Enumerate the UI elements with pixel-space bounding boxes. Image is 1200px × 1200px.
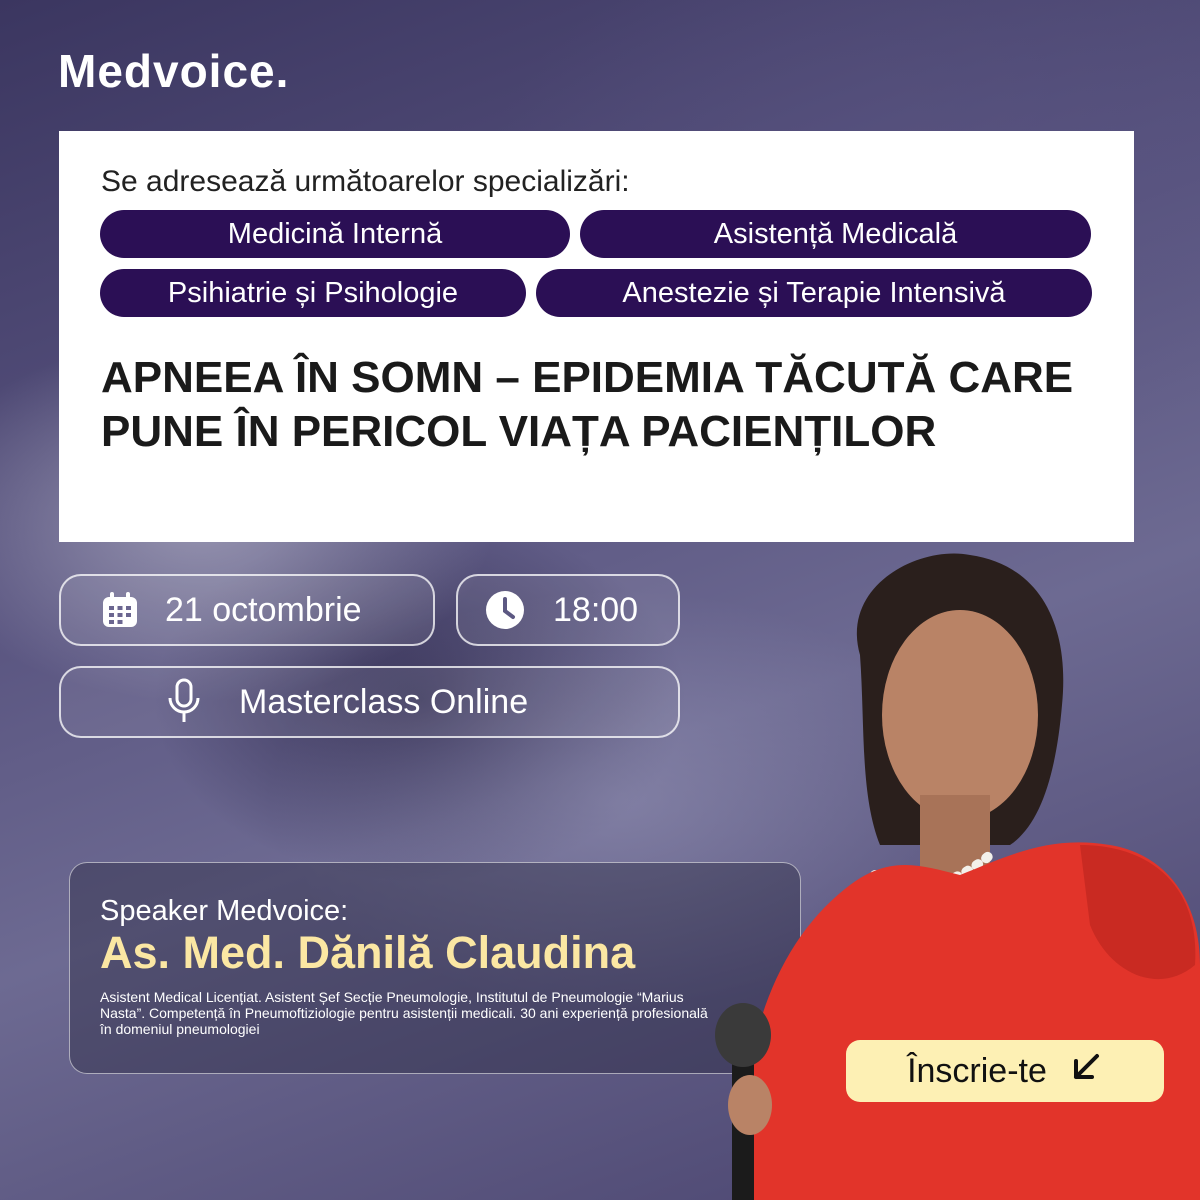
speaker-name: As. Med. Dănilă Claudina	[100, 927, 636, 978]
signup-button[interactable]	[846, 1040, 1164, 1102]
event-format: Masterclass Online	[239, 682, 529, 721]
event-date: 21 octombrie	[165, 590, 362, 629]
time-badge	[456, 574, 680, 646]
arrow-down-left-icon	[1069, 1050, 1103, 1093]
microphone-icon	[164, 678, 204, 726]
speaker-label: Speaker Medvoice:	[100, 895, 349, 927]
clock-icon	[485, 590, 525, 630]
audience-label: Se adresează următoarelor specializări:	[101, 165, 630, 198]
event-time: 18:00	[553, 590, 639, 629]
specialization-pill-nursing: Asistență Medicală	[580, 210, 1091, 258]
speaker-bio: Asistent Medical Licențiat. Asistent Șef Secție Pneumologie, Institutul de Pneumologie “Marius Nasta”. Competență în Pneumoftiziologie pentru asistenții medicali. 30 ani experiență profesională în domeniul pneumologiei	[100, 989, 708, 1037]
format-badge	[59, 666, 680, 738]
date-badge	[59, 574, 435, 646]
specialization-pill-internal-medicine: Medicină Internă	[100, 210, 570, 258]
calendar-icon	[101, 591, 139, 629]
brand-logo[interactable]: Medvoice.	[58, 45, 290, 97]
specialization-pill-psychiatry: Psihiatrie și Psihologie	[100, 269, 526, 317]
info-card	[59, 131, 1134, 542]
event-title: APNEEA ÎN SOMN – EPIDEMIA TĂCUTĂ CARE PUNE ÎN PERICOL VIAȚA PACIENȚILOR	[101, 353, 1074, 456]
specialization-pill-anesthesia: Anestezie și Terapie Intensivă	[536, 269, 1092, 317]
signup-label: Înscrie-te	[907, 1051, 1047, 1090]
